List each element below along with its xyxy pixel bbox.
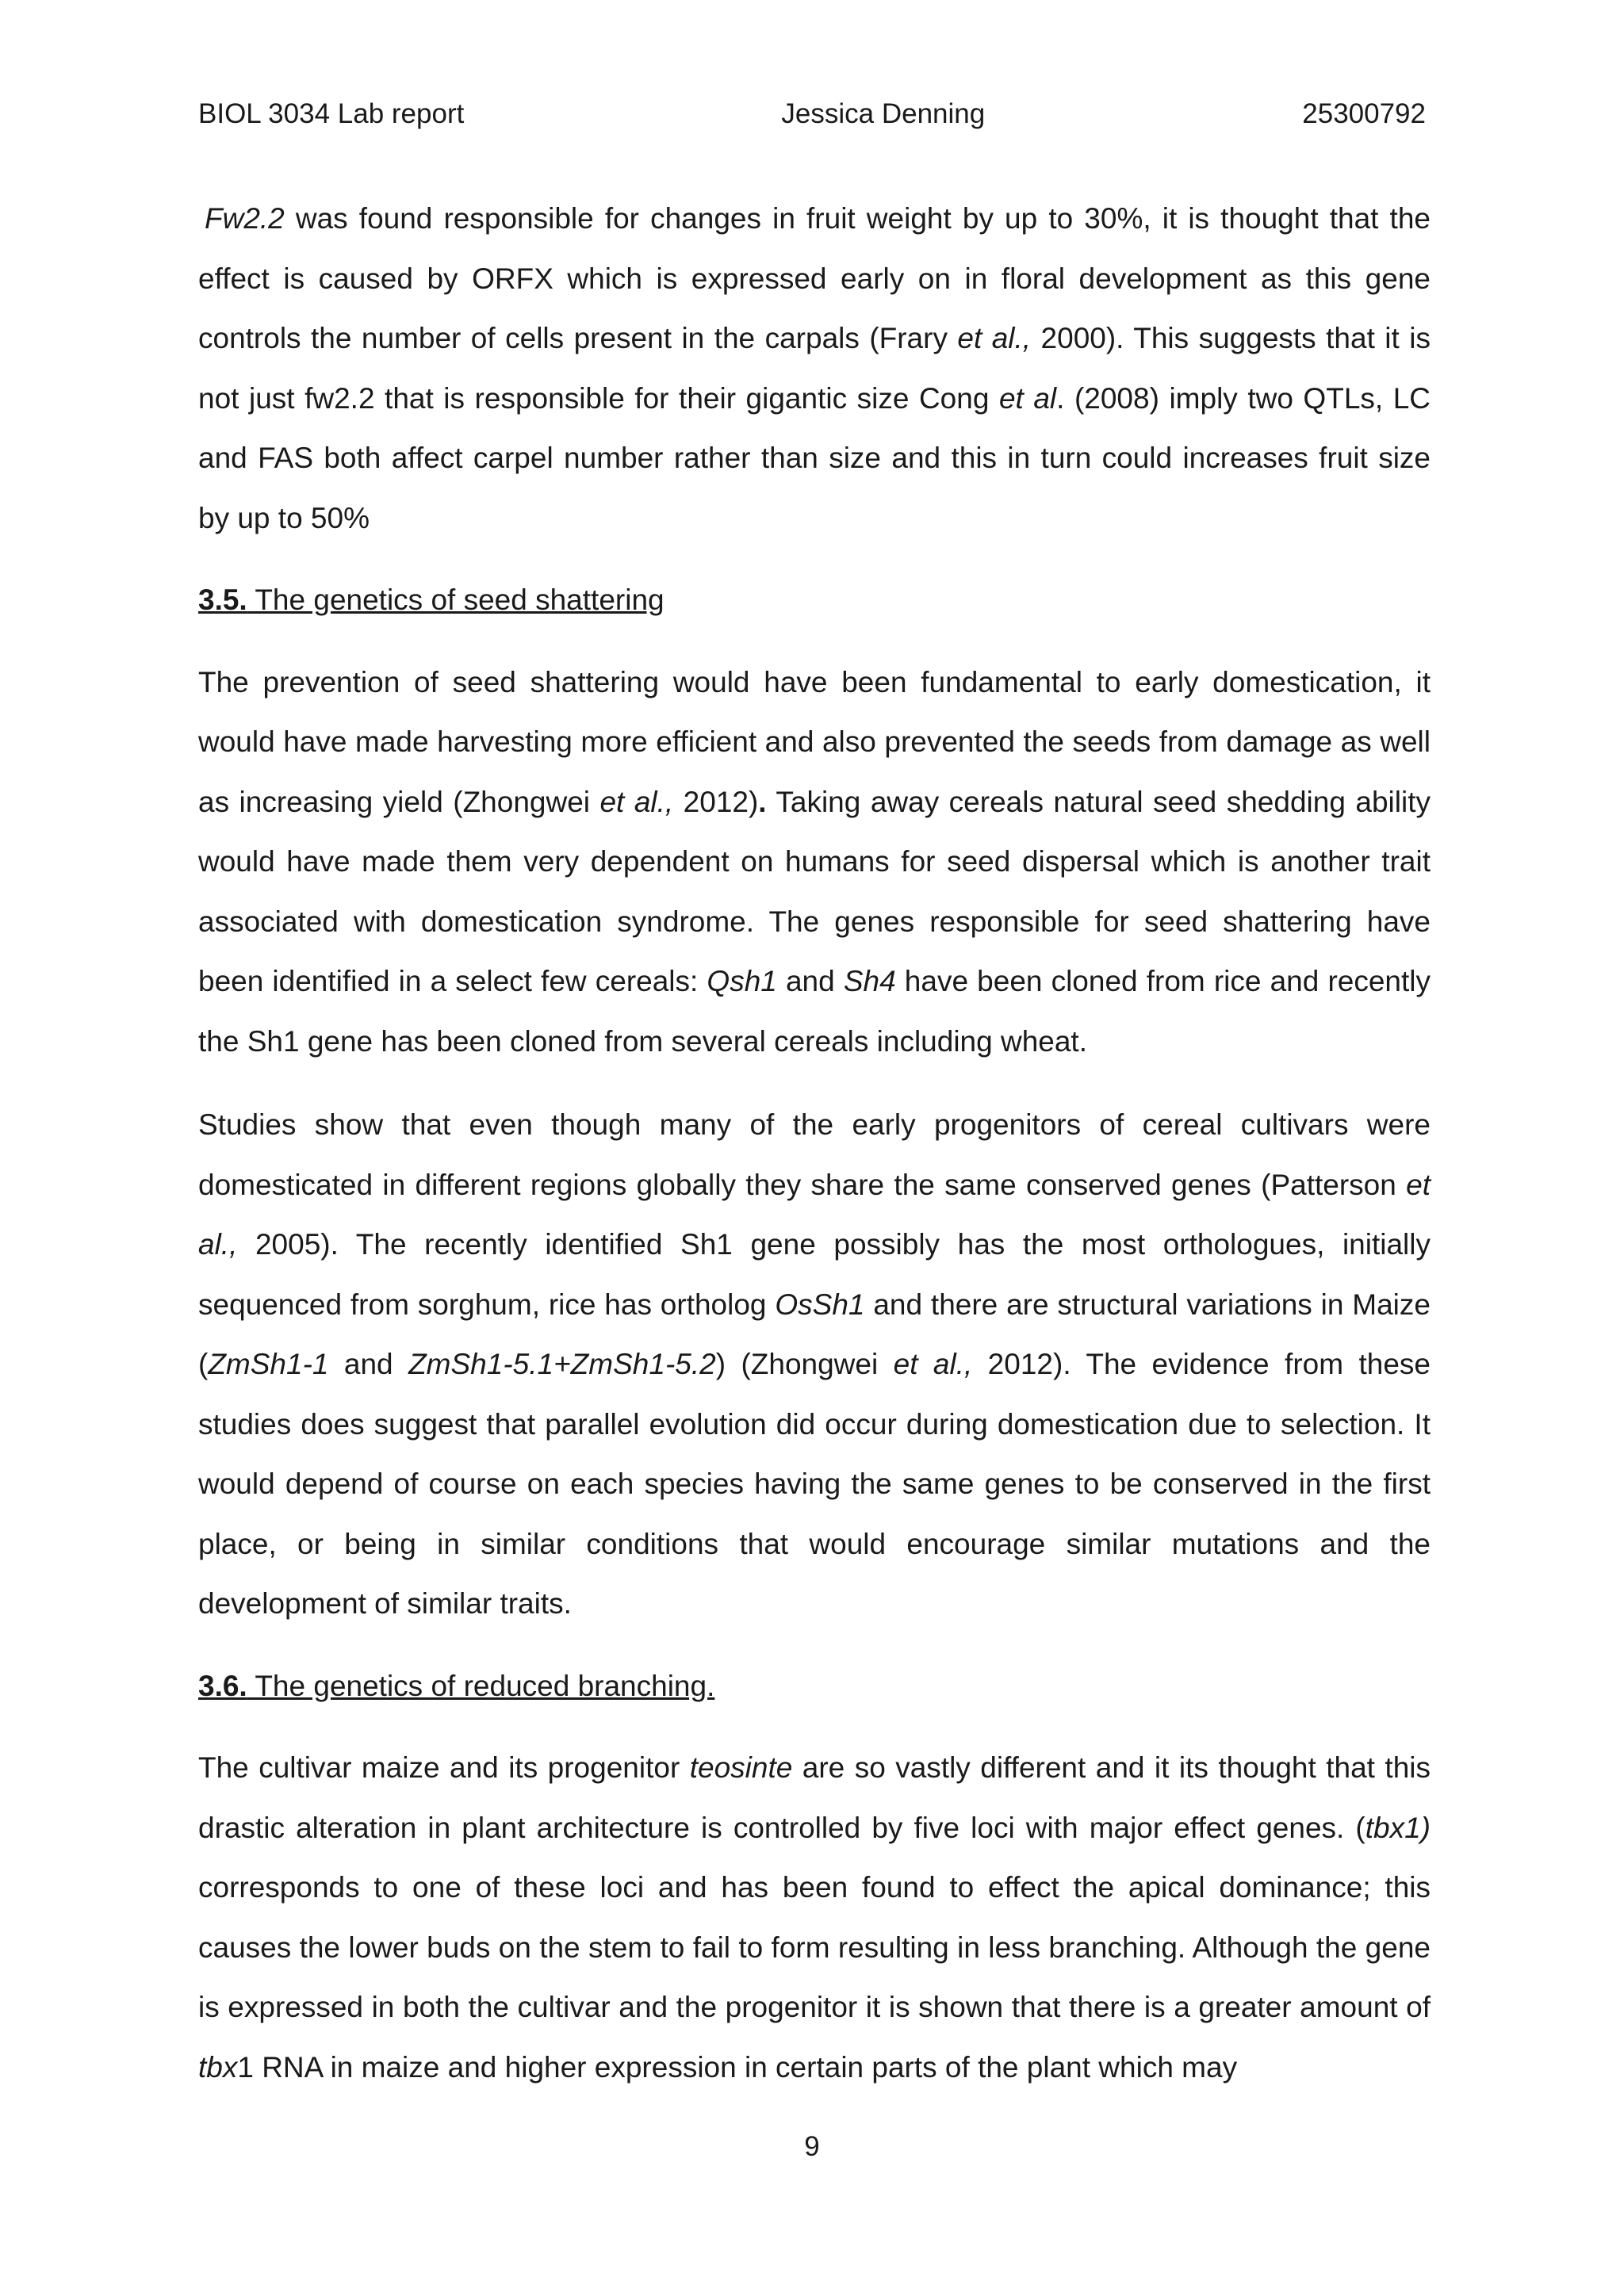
section-number: 3.6. — [198, 1669, 247, 1702]
body-text — [198, 189, 1431, 2097]
header-student-id: 25300792 — [1302, 98, 1426, 129]
paragraph-conserved-genes: Studies show that even though many of the early progenitors of cereal cultivars were domesticated in different regions globally they share the same conserved genes (Patterson et al., 2005). The recently identified Sh1 gene possibly has the most orthologues, initially sequenced from sorghum, rice has ortholog OsSh1 and there are structural variations in Maize (ZmSh1-1 and ZmSh1-5.1+ZmSh1-5.2) (Zhongwei et al., 2012). The evidence from these studies does suggest that parallel evolution did occur during domestication due to selection. It would depend of course on each species having the same genes to be conserved in the first place, or being in similar conditions that would encourage similar mutations and the development of similar traits. — [198, 1108, 1431, 1620]
header-course: BIOL 3034 Lab report — [198, 98, 465, 129]
section-heading-seed-shattering — [198, 570, 1431, 630]
section-title: The genetics of seed shattering — [247, 584, 665, 616]
section-number: 3.5. — [198, 584, 247, 616]
header-author: Jessica Denning — [781, 98, 986, 129]
paragraph-reduced-branching: The cultivar maize and its progenitor teosinte are so vastly different and it its thought that this drastic alteration in plant architecture is controlled by five loci with major effect genes. (tbx1) corresponds to one of these loci and has been found to effect the apical dominance; this causes the lower buds on the stem to fail to form resulting in less branching. Although the gene is expressed in both the cultivar and the progenitor it is shown that there is a greater amount of tbx1 RNA in maize and higher expression in certain parts of the plant which may — [198, 1751, 1431, 2084]
page-header — [198, 97, 1426, 132]
section-heading-reduced-branching — [198, 1656, 1431, 1716]
section-title: The genetics of reduced branching. — [247, 1669, 715, 1702]
paragraph-seed-shattering: The prevention of seed shattering would have been fundamental to early domestication, it would have made harvesting more efficient and also prevented the seeds from damage as well as increasing yield (Zhongwei et al., 2012). Taking away cereals natural seed shedding ability would have made them very dependent on humans for seed dispersal which is another trait associated with domestication syndrome. The genes responsible for seed shattering have been identified in a select few cereals: Qsh1 and Sh4 have been cloned from rice and recently the Sh1 gene has been cloned from several cereals including wheat. — [198, 665, 1431, 1058]
page-number: 9 — [804, 2131, 820, 2162]
gene-name: Fw2.2 — [205, 202, 285, 235]
paragraph-fruit-weight: Fw2.2 was found responsible for changes in fruit weight by up to 30%, it is thought that the effect is caused by ORFX which is expressed early on in floral development as this gene controls the number of cells present in the carpals (Frary et al., 2000). This suggests that it is not just fw2.2 that is responsible for their gigantic size Cong et al. (2008) imply two QTLs, LC and FAS both affect carpel number rather than size and this in turn could increases fruit size by up to 50% — [198, 202, 1431, 534]
